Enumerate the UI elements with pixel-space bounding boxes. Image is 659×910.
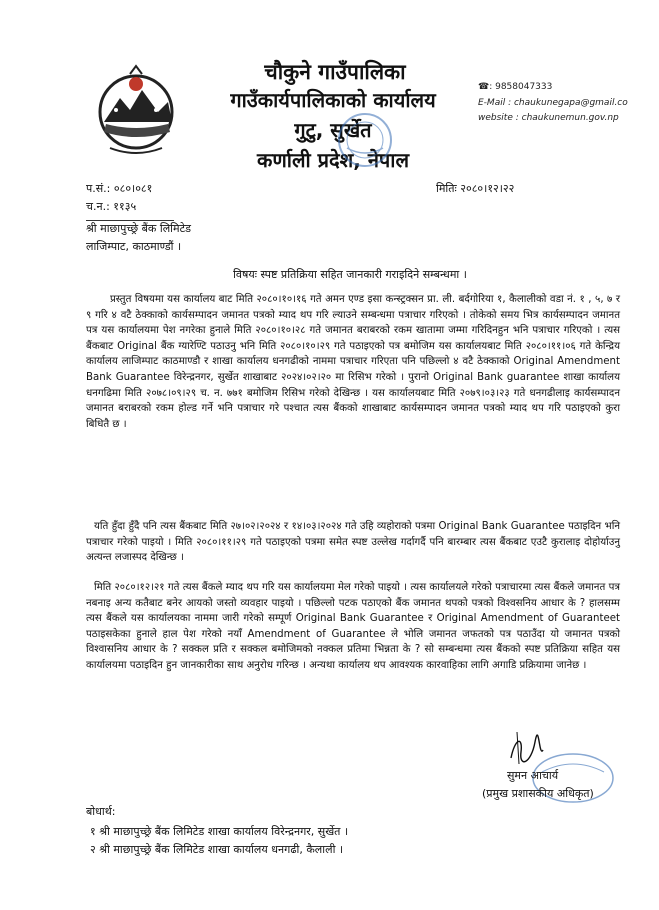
addressee-location: लाजिम्पाट, काठमाण्डौं । [86,240,182,253]
cc-heading: बोधार्थ: [86,805,116,818]
nepal-emblem-logo [86,62,186,158]
office-seal-stamp [335,110,395,170]
office-province: कर्णाली प्रदेश, नेपाल [256,148,410,172]
letter-date: मितिः २०८०।१२।२२ [436,182,515,195]
office-name: गाउँकार्यपालिकाको कार्यालय [230,88,436,112]
contact-email: E-Mail : chaukunegapa@gmail.co [478,98,628,108]
letter-subject: विषयः स्पष्ट प्रतिक्रिया सहित जानकारी गराइदिने सम्बन्धमा । [233,268,467,281]
paragraph-3: मिति २०८०।१२।२१ गते त्यस बैंकले म्याद थप गरि यस कार्यालयमा मेल गरेको पाइयो । त्यस कार्यालयले गरेको पत्राचारमा त्यस बैंकले जमानत पत्र नबनाइ अन्य कतैबाट बनेर आयको जस्तो व्यवहार पाइयो । पछिल्लो पटक पठाएको बैंक जमानत थपको पत्रको विश्वसनिय आधार के ? हालसम्म त्यस बैंकले यस कार्यालयका नाममा जारी गरेको सम्पूर्ण Original Bank Guarantee र Original Amendment of Guaranteet पठाइसकेका हुनाले हाल पेश गरेको नयाँ Amendment of Guarantee ले भोलि जमानत जफतको पत्र पठाउँदा यो जमानत पत्रको विश्वासनिय आधार के ? सक्कल प्रति र सक्कल बमोजिमको नक्कल प्रतिमा भिन्नता के ? सो सम्बन्धमा त्यस बैंकको स्पष्ट प्रतिक्रिया सहित यस कार्यालयमा पठाइदिन हुन जानकारीका साथ अनुरोध गरिन्छ । अन्यथा कार्यालय थप आवश्यक कारवाहिका लागि अगाडि प्रक्रियामा जानेछ । [86,582,620,671]
cc-item: २ श्री माछापुच्छ्रे बैंक लिमिटेड शाखा कार्यालय धनगढी, कैलाली । [90,843,344,856]
paragraph-2: यति हुँदा हुँदै पनि त्यस बैंकबाट मिति २७।०२।२०२४ र १४।०३।२०२४ गते उहि व्यहोराको पत्रमा Original Bank Guarantee पठाइदिन भनि पत्राचार गरेको पाइयो । मिति २०८०।११।२९ गते पठाइएको पत्रमा समेत स्पष्ट उल्लेख गर्दागर्दै पनि बारम्बार त्यस बैंकबाट एउटै कुरालाइ दोहोर्याउनु अत्यन्त लजास्पद देखिन्छ । [86,521,620,564]
contact-website: website : chaukunemun.gov.np [478,113,619,123]
cc-item: १ श्री माछापुच्छ्रे बैंक लिमिटेड शाखा कार्यालय विरेन्द्रनगर, सुर्खेत । [90,825,349,838]
signatory-title: (प्रमुख प्रशासकीय अधिकृत) [482,787,594,800]
reference-ps: प.सं.: ०८०।०८१ [86,182,153,195]
paragraph-1: प्रस्तुत विषयमा यस कार्यालय बाट मिति २०८०।१०।१६ गते अमन एण्ड इसा कन्स्ट्रक्सन प्रा. ली. बर्दगोरिया १, कैलालीको वडा नं. १ , ५, ७ र ९ गरि ४ वटै ठेक्काको कार्यसम्पादन जमानत पत्रको म्याद थप गरि ल्याउने सम्बन्धमा पत्राचार गरिएको । तोकेको समय भित्र कार्यसम्पादन जमानत पत्र यस कार्यालयमा पेश नगरेका हुनाले मिति २०८०।१०।२८ गते जमानत बराबरको रकम खातामा जम्मा गरिदिनहुन भनि पत्राचार गरिएको । त्यस बैंकबाट Original बैंक ग्यारेण्टि पठाउनु भनि मिति २०८०।१०।२९ गते पठाइएको पत्र बमोजिम यस कार्यालयबाट मिति २०८०।११।०६ गते केन्द्रिय कार्यालय लाजिम्पाट काठमाण्डौ र शाखा कार्यालय धनगढीको नाममा पत्राचार गरिएता पनि पछिल्लो ४ वटै ठेक्काको Original Amendment Bank Guarantee विरेन्द्रनगर, सुर्खेत शाखाबाट २०२४।०२।२० मा रिसिभ गरेको । पुरानो Original Bank guarantee शाखा कार्यालय धनगढिमा मिति २०७८।०९।२९ च. न. ७७१ बमोजिम रिसिभ गरेको देखिन्छ । यस कार्यालयबाट मिति २०७९।०३।२३ गते धनगढीलाइ कार्यसम्पादन जमानत बराबरको रकम होल्ड गर्ने भनि पत्राचार गरे पश्चात त्यस बैंकको शाखाबाट कार्यसम्पादन जमानत पत्रको म्याद थप गरि पठाइएको कुरा बिधितै छ । [86,294,620,430]
municipality-name: चौकुने गाउँपालिका [264,60,406,84]
signatory-name: सुमन आचार्य [507,769,559,782]
addressee-name: श्री माछापुच्छ्रे बैंक लिमिटेड [86,222,192,235]
office-place: गुटु, सुर्खेत [294,118,372,142]
contact-phone: ☎: 9858047333 [478,82,553,92]
reference-cn: च.न.: ११३५ [86,200,137,213]
